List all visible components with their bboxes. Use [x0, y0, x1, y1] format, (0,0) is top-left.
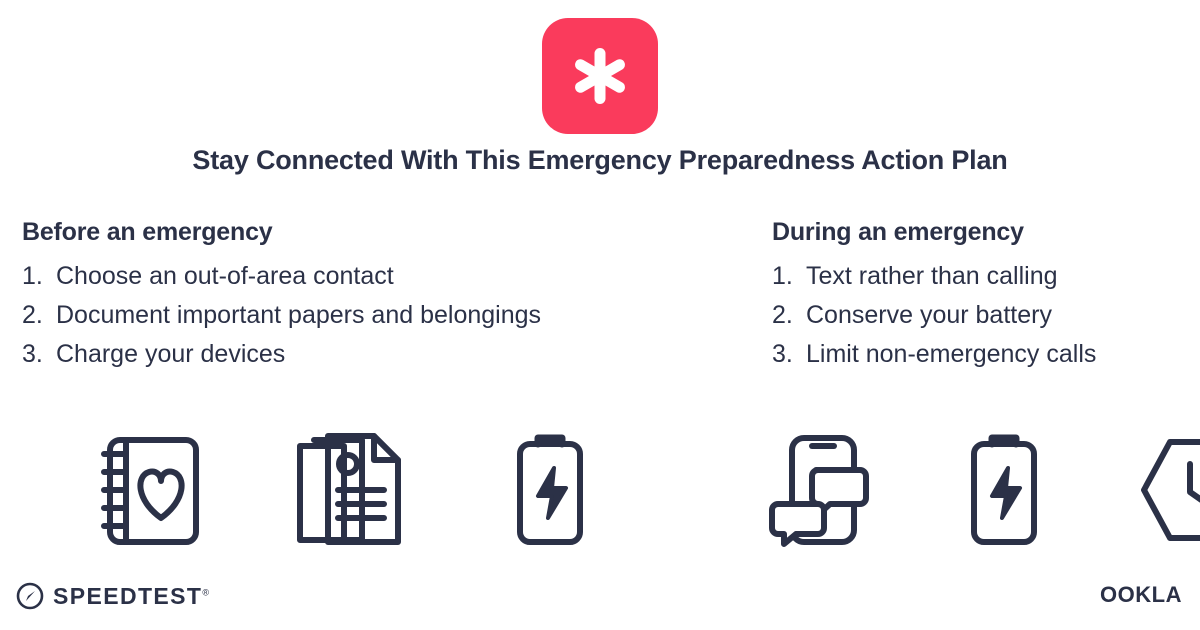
list-item [772, 296, 1192, 335]
list-item-number: 1. [772, 262, 793, 290]
ookla-wordmark: OOKLA [1100, 582, 1182, 607]
asterisk-icon [569, 45, 631, 107]
battery-charge-icon [486, 426, 614, 554]
icon-cell [80, 420, 220, 560]
column-during-emergency [772, 218, 1192, 374]
list-item-label: Text rather than calling [806, 262, 1058, 290]
icon-cell [934, 420, 1074, 560]
list-item-number: 2. [772, 301, 793, 329]
battery-charge-icon [940, 426, 1068, 554]
ookla-footer-logo [1100, 582, 1182, 608]
registered-mark: ® [202, 586, 209, 597]
icon-row-during [748, 420, 1200, 560]
notebook-heart-icon [86, 426, 214, 554]
list-item-label: Choose an out-of-area contact [56, 262, 394, 290]
column-heading: Before an emergency [22, 218, 273, 246]
column-heading: During an emergency [772, 218, 1024, 246]
list-item [22, 335, 742, 374]
list-item-label: Limit non-emergency calls [806, 340, 1097, 368]
speedtest-footer-logo [16, 582, 209, 610]
logo-badge-container [0, 18, 1200, 134]
page-title: Stay Connected With This Emergency Preparedness Action Plan [192, 145, 1008, 175]
list-item-label: Charge your devices [56, 340, 286, 368]
list-item-number: 3. [772, 340, 793, 368]
steps-list-during [772, 257, 1192, 374]
icon-row-before [80, 420, 620, 560]
icon-cell [1120, 420, 1200, 560]
list-item [22, 296, 742, 335]
speedtest-wordmark: SPEEDTEST® [53, 582, 209, 609]
list-item [772, 257, 1192, 296]
speedometer-icon [16, 582, 44, 610]
phone-message-icon [754, 426, 882, 554]
list-item-number: 3. [22, 340, 43, 368]
steps-list-before [22, 257, 742, 374]
icon-cell [748, 420, 888, 560]
list-item [22, 257, 742, 296]
hexagon-clock-icon [1126, 426, 1200, 554]
documents-stack-icon [286, 426, 414, 554]
list-item-number: 2. [22, 301, 43, 329]
column-before-emergency [22, 218, 742, 374]
icon-cell [280, 420, 420, 560]
speedtest-logo-badge [542, 18, 658, 134]
list-item-label: Conserve your battery [806, 301, 1052, 329]
list-item-label: Document important papers and belongings [56, 301, 542, 329]
icon-cell [480, 420, 620, 560]
list-item-number: 1. [22, 262, 43, 290]
list-item [772, 335, 1192, 374]
